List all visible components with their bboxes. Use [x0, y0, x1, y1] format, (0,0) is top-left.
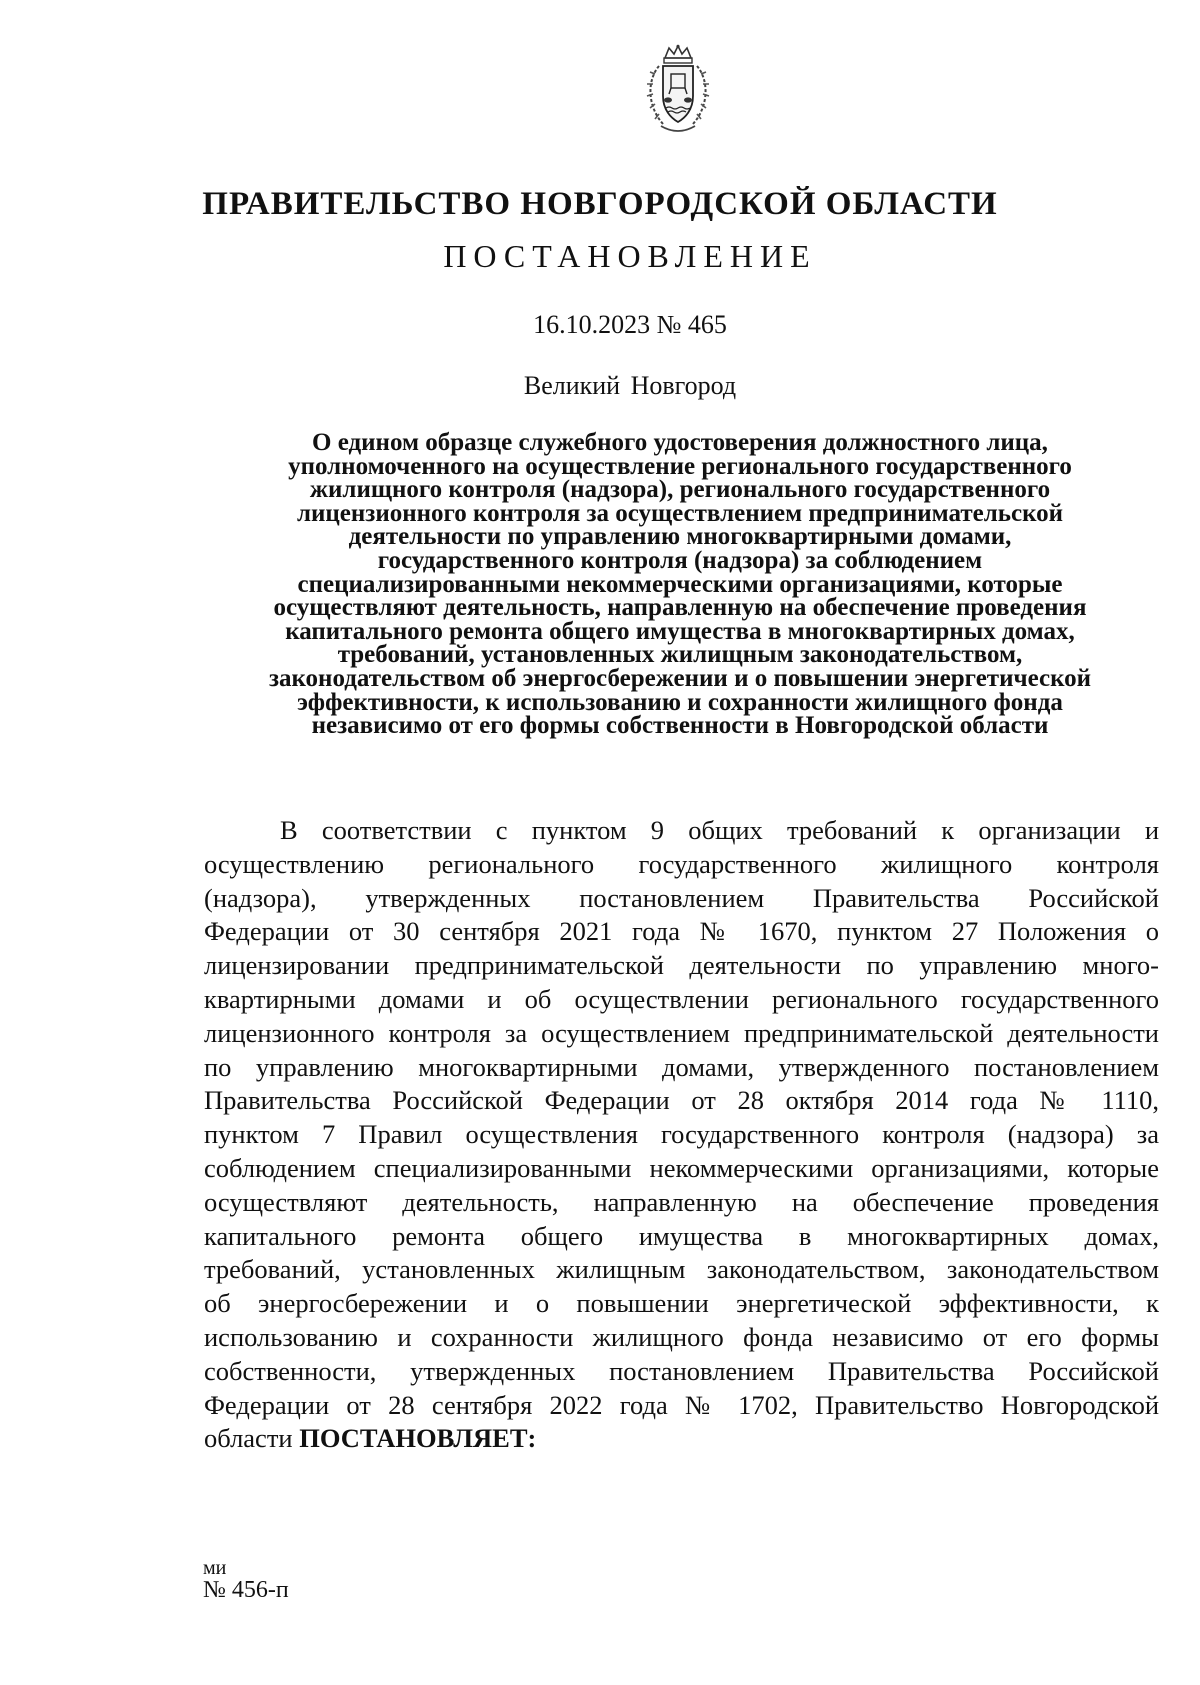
body-line: по управлению многоквартирными домами, утвержденного постановлением — [204, 1051, 1159, 1082]
body-line: собственности, утвержденных постановлением Правительства Российской — [204, 1355, 1159, 1386]
title-line: деятельности по управлению многоквартирными домами, — [348, 523, 1012, 551]
title-line: капитального ремонта общего имущества в многоквартирных домах, — [285, 617, 1075, 645]
footer-reference — [203, 1557, 289, 1601]
body-line: квартирными домами и об осуществлении регионального государственного — [204, 983, 1159, 1014]
title-line: жилищного контроля (надзора), регионального государственного — [309, 476, 1051, 504]
body-line: Федерации от 28 сентября 2022 года № 1702, Правительство Новгородской — [204, 1389, 1159, 1420]
body-line: Правительства Российской Федерации от 28 октября 2014 года № 1110, — [204, 1085, 1159, 1116]
body-line: осуществляют деятельность, направленную на обеспечение проведения — [204, 1186, 1159, 1217]
city: Великий Новгород — [523, 371, 737, 400]
title-line: требований, установленных жилищным законодательством, — [337, 641, 1023, 669]
body-line: об энергосбережении и о повышении энергетической эффективности, к — [204, 1288, 1159, 1319]
body-line: соблюдением специализированными некоммерческими организациями, которые — [204, 1152, 1159, 1183]
date-and-number: 16.10.2023 № 465 — [533, 310, 727, 339]
body-line: пунктом 7 Правил осуществления государственного контроля (надзора) за — [204, 1119, 1159, 1150]
title-line: уполномоченного на осуществление регионального государственного — [288, 452, 1072, 480]
title-line: осуществляют деятельность, направленную на обеспечение проведения — [273, 594, 1087, 622]
organization-name: ПРАВИТЕЛЬСТВО НОВГОРОДСКОЙ ОБЛАСТИ — [202, 186, 998, 222]
title-line: законодательством об энергосбережении и о повышении энергетической — [268, 664, 1092, 692]
document-type: ПОСТАНОВЛЕНИЕ — [443, 238, 817, 274]
body-line: капитального ремонта общего имущества в многоквартирных домах, — [204, 1220, 1159, 1251]
title-line: специализированными некоммерческими организациями, которые — [297, 570, 1063, 598]
body-line: (надзора), утвержденных постановлением Правительства Российской — [204, 882, 1159, 913]
coat-of-arms-icon — [641, 44, 715, 136]
title-line: лицензионного контроля за осуществлением предпринимательской — [296, 499, 1064, 527]
body-line: лицензировании предпринимательской деятельности по управлению много- — [204, 950, 1159, 981]
title-line: эффективности, к использованию и сохранности жилищного фонда — [297, 688, 1063, 716]
title-line: О едином образце служебного удостоверения должностного лица, — [312, 429, 1048, 456]
body-line-resolution — [204, 1422, 1159, 1456]
body-line: В соответствии с пунктом 9 общих требований к организации и — [280, 815, 1159, 845]
title-line: независимо от его формы собственности в Новгородской области — [311, 712, 1049, 740]
body-line: использованию и сохранности жилищного фонда независимо от его формы — [204, 1321, 1159, 1352]
body-line: требований, установленных жилищным законодательством, законодательством — [204, 1254, 1159, 1285]
title-line: государственного контроля (надзора) за соблюдением — [377, 546, 983, 574]
document-title — [200, 431, 1160, 738]
body-line: осуществлению регионального государственного жилищного контроля — [204, 848, 1159, 879]
footer-number: № 456-п — [203, 1577, 289, 1603]
resolves-keyword: ПОСТАНОВЛЯЕТ: — [299, 1423, 537, 1454]
preamble-paragraph — [204, 814, 1159, 1456]
footer-code: ми — [203, 1557, 227, 1579]
body-line: Федерации от 30 сентября 2021 года № 1670, пунктом 27 Положения о — [204, 916, 1159, 947]
body-line: лицензионного контроля за осуществлением предпринимательской деятельности — [204, 1017, 1159, 1048]
resolution-prefix: области — [204, 1423, 293, 1454]
